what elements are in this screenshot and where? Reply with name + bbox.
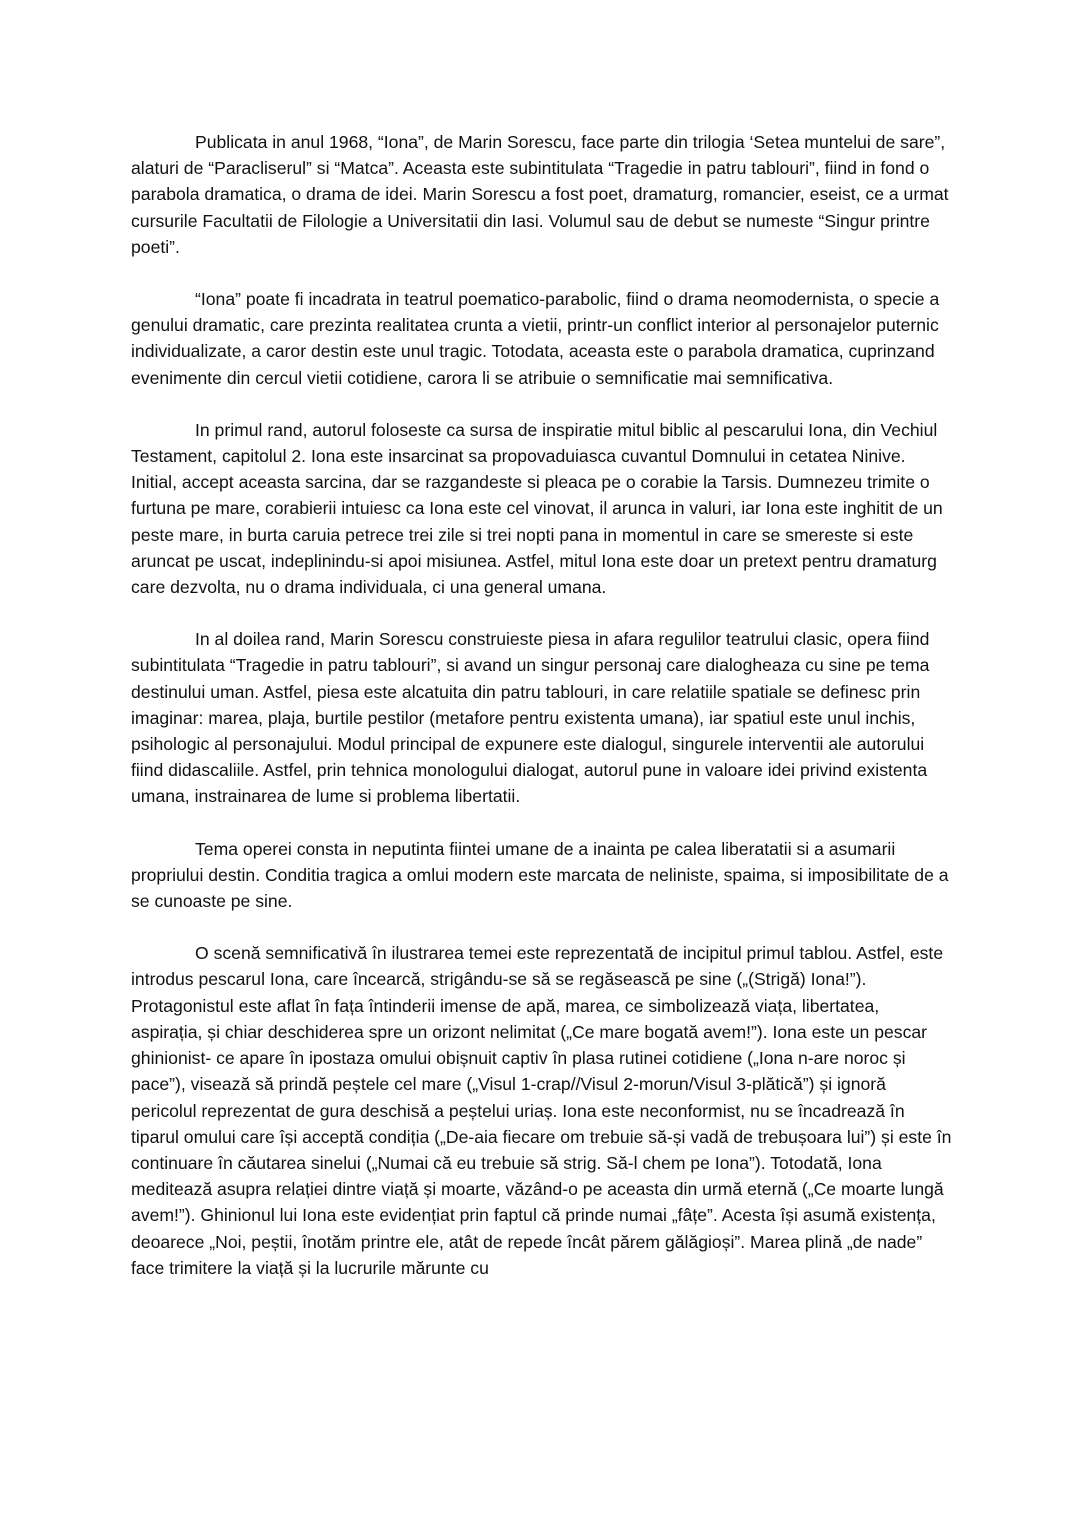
paragraph-theme: Tema operei consta in neputinta fiintei umane de a inainta pe calea liberatatii si a asumarii propriului destin. Conditia tragica a omlui modern este marcata de neliniste, spaima, si imposibilitate de a se cunoaste pe sine.: [131, 838, 949, 912]
document-body: [131, 129, 953, 1281]
paragraph-first-scene: O scenă semnificativă în ilustrarea temei este reprezentată de incipitul primul tablou. Astfel, este introdus pescarul Iona, care încearcă, strigându-se să se regăsească pe sine („(Strigă) Iona!”). Protagonistul este aflat în fața întinderii imense de apă, marea, ce simbolizează viața, libertatea, aspirația, și chiar deschiderea spre un orizont nelimitat („Ce mare bogată avem!”). Iona este un pescar ghinionist- ce apare în ipostaza omului obișnuit captiv în plasa rutinei cotidiene („Iona n-are noroc și pace”), visează să prindă peștele cel mare („Visul 1-crap//Visul 2-morun/Visul 3-plătică”) și ignoră pericolul reprezentat de gura deschisă a peștelui uriaș. Iona este neconformist, nu se încadrează în tiparul omului care își acceptă condiția („De-aia fiecare om trebuie să-și vadă de trebușoara lui”) și este în continuare în căutarea sinelui („Numai că eu trebuie să strig. Să-l chem pe Iona”). Totodată, Iona meditează asupra relației dintre viață și moarte, văzând-o pe aceasta din urmă eternă („Ce moarte lungă avem!”). Ghinionul lui Iona este evidențiat prin faptul că prinde numai „fâțe”. Acesta își asumă existența, deoarece „Noi, peștii, înotăm printre ele, atât de repede încât părem gălăgioși”. Marea plină „de nade” face trimitere la viață și la lucrurile mărunte cu: [131, 943, 952, 1278]
paragraph-biblical-myth: In primul rand, autorul foloseste ca sursa de inspiratie mitul biblic al pescarului Iona, din Vechiul Testament, capitolul 2. Iona este insarcinat sa propovaduiasca cuvantul Domnului in cetatea Ninive. Initial, accept aceasta sarcina, dar se razgandeste si pleaca pe o corabie la Tarsis. Dumnezeu trimite o furtuna pe mare, corabierii intuiesc ca Iona este cel vinovat, il arunca in valuri, iar Iona este inghitit de un peste mare, in burta caruia petrece trei zile si trei nopti pana in momentul in care se smereste si este aruncat pe uscat, indeplinindu-si apoi misiunea. Astfel, mitul Iona este doar un pretext pentru dramaturg care dezvolta, nu o drama individuala, ci una general umana.: [131, 419, 943, 598]
paragraph-introduction: Publicata in anul 1968, “Iona”, de Marin Sorescu, face parte din trilogia ‘Setea muntelui de sare”, alaturi de “Paracliserul” si “Matca”. Aceasta este subintitulata “Tragedie in patru tablouri”, fiind in fond o parabola dramatica, o drama de idei. Marin Sorescu a fost poet, dramaturg, romancier, eseist, ce a urmat cursurile Facultatii de Filologie a Universitatii din Iasi. Volumul sau de debut se numeste “Singur printre poeti”.: [131, 132, 949, 257]
paragraph-structure: In al doilea rand, Marin Sorescu construieste piesa in afara regulilor teatrului clasic, opera fiind subintitulata “Tragedie in patru tablouri”, si avand un singur personaj care dialogheaza cu sine pe tema destinului uman. Astfel, piesa este alcatuita din patru tablouri, in care relatiile spatiale se definesc prin imaginar: marea, plaja, burtile pestilor (metafore pentru existenta umana), iar spatiul este unul inchis, psihologic al personajului. Modul principal de expunere este dialogul, singurele interventii ale autorului fiind didascaliile. Astfel, prin tehnica monologului dialogat, autorul pune in valoare idei privind existenta umana, instrainarea de lume si problema libertatii.: [131, 629, 930, 807]
paragraph-genre: “Iona” poate fi incadrata in teatrul poematico-parabolic, fiind o drama neomodernista, o specie a genului dramatic, care prezinta realitatea crunta a vietii, printr-un conflict interior al personajelor puternic individualizate, a caror destin este unul tragic. Totodata, aceasta este o parabola dramatica, cuprinzand evenimente din cercul vietii cotidiene, carora li se atribuie o semnificatie mai semnificativa.: [131, 289, 940, 388]
